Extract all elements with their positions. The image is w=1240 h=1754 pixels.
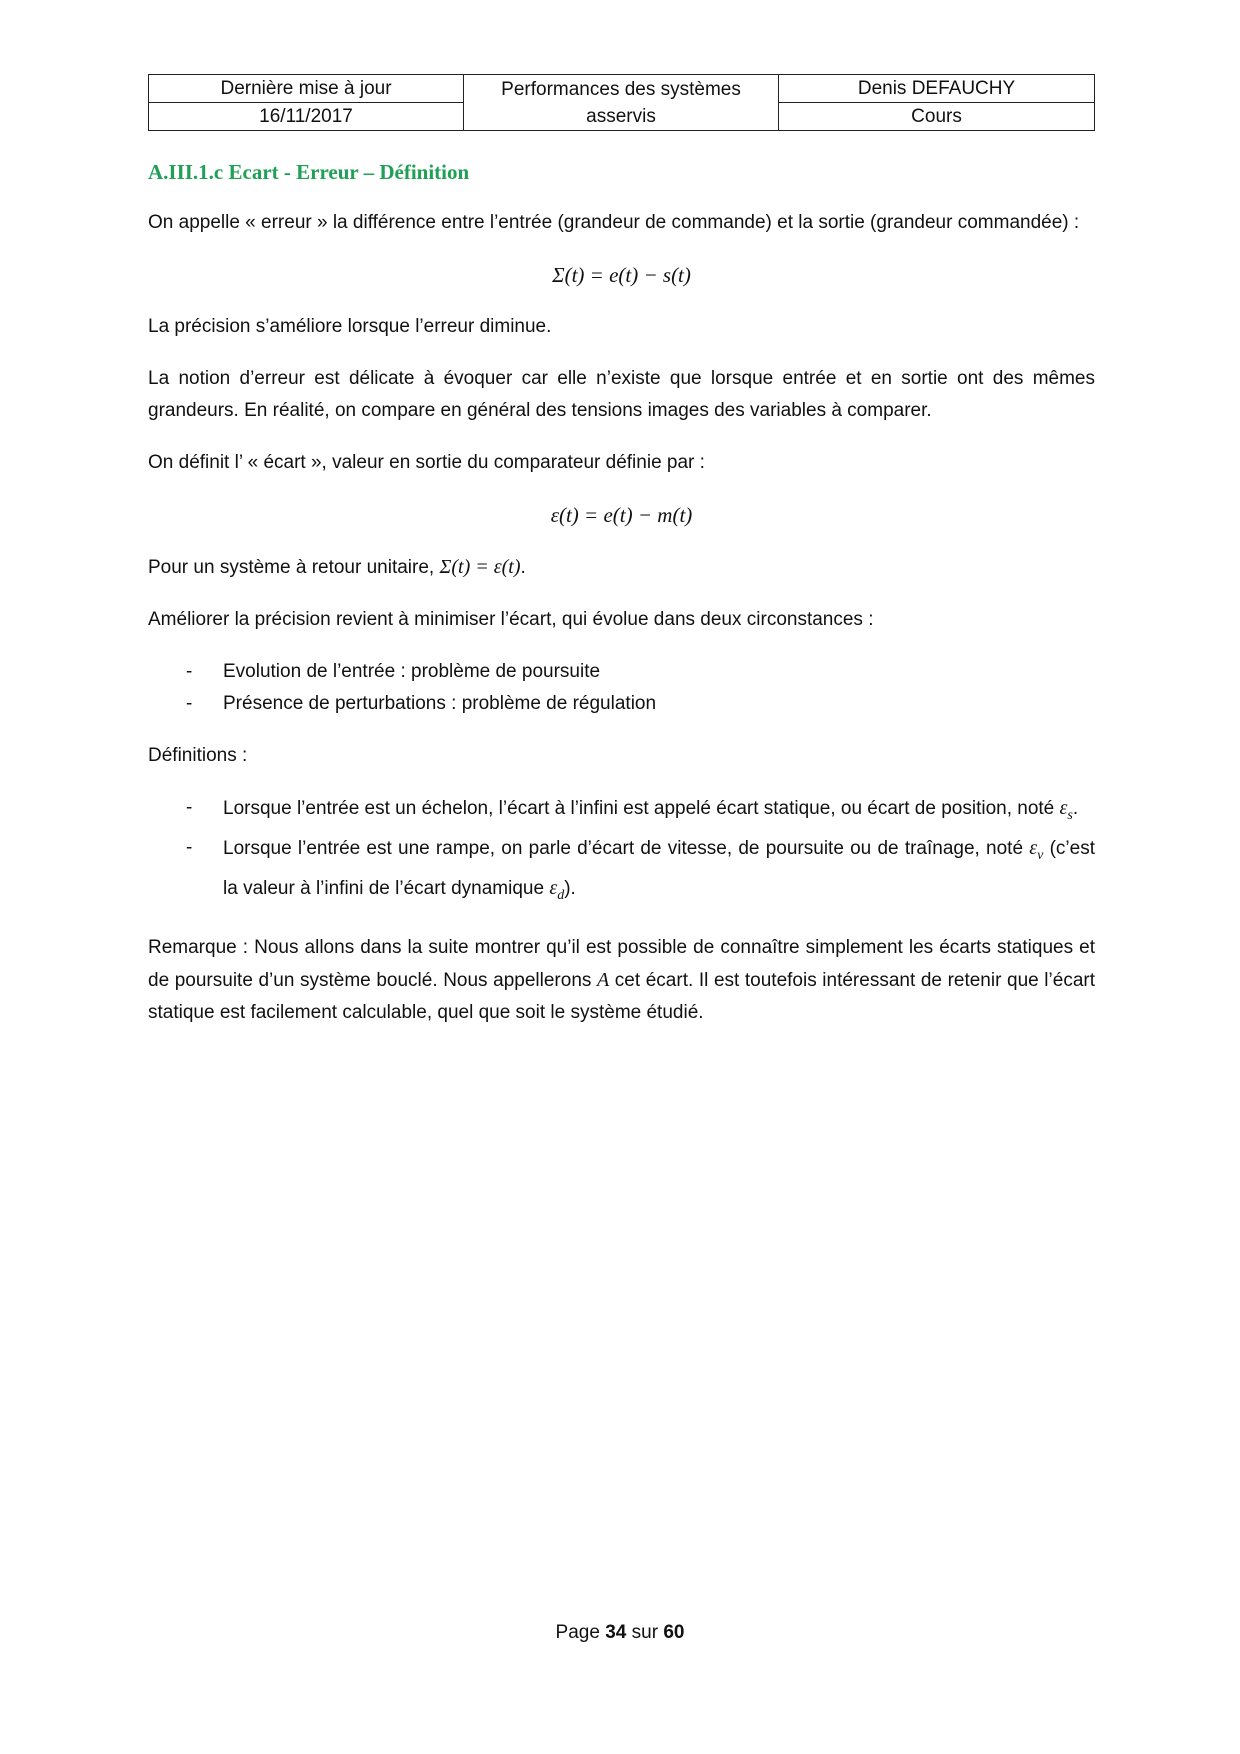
author: Denis DEFAUCHY [779,75,1095,103]
last-update-date: 16/11/2017 [149,103,464,131]
dash-bullet: - [186,797,193,818]
section-title: A.III.1.c Ecart - Erreur – Définition [148,160,470,184]
remark-part2: cet écart. Il est toutefois intéressant de retenir que l’écart statique est facilement calculable, quel que soit le système étudié. [148,970,1095,1023]
remark-math: A [596,969,610,991]
page-word: Page [555,1622,600,1643]
doc-title [464,75,779,131]
epsilon-s-sub: s [1067,808,1073,823]
retour-unitaire-text: Pour un système à retour unitaire, [148,557,440,578]
doc-title-line2: asservis [586,105,656,127]
def1-end: . [1072,798,1079,819]
definition-item [148,792,1095,832]
epsilon-s-main: ε [1059,797,1068,819]
remark-part1: Remarque : Nous allons dans la suite montrer qu’il est possible de connaître simplement les écarts statiques et de poursuite d’un système bouclé. Nous appellerons [148,937,1095,991]
def2-text: Lorsque l’entrée est une rampe, on parle d’écart de vitesse, de poursuite ou de traînage, noté [223,838,1030,859]
page-total: 60 [663,1622,685,1643]
paragraph-erreur: On appelle « erreur » la différence entre l’entrée (grandeur de commande) et la sortie (grandeur commandée) : [148,212,1080,233]
doc-type: Cours [779,103,1095,131]
epsilon-s-symbol [1059,797,1073,823]
epsilon-v-main: ε [1029,837,1038,859]
def2-mid: (c’est la valeur à l’infini de l’écart dynamique [223,838,1095,899]
dash-bullet: - [186,837,193,858]
page-footer [0,1622,1240,1644]
epsilon-d-sub: d [557,888,565,903]
definitions-list [148,792,1095,912]
last-update-label: Dernière mise à jour [149,75,464,103]
epsilon-d-symbol [549,877,565,903]
list-item [148,688,1095,720]
equation-ecart: ε(t) = e(t) − m(t) [550,503,693,527]
def1-text: Lorsque l’entrée est un échelon, l’écart à l’infini est appelé écart statique, ou écart de position, noté [223,798,1060,819]
remark-paragraph [148,932,1095,1029]
equation-erreur: Σ(t) = e(t) − s(t) [552,263,691,287]
paragraph-notion-erreur: La notion d’erreur est délicate à évoquer car elle n’existe que lorsque entrée et en sortie ont des mêmes grandeurs. En réalité, on compare en général des tensions images des variables à comparer. [148,368,1095,421]
list-item [148,656,1095,688]
header-table [148,74,1095,131]
retour-unitaire-math: Σ(t) = ε(t) [439,556,521,578]
retour-unitaire-end: . [520,557,526,578]
paragraph-precision: La précision s’améliore lorsque l’erreur diminue. [148,316,552,337]
page-number: 34 [605,1622,627,1643]
definition-item [148,832,1095,912]
epsilon-v-sub: v [1037,848,1044,863]
paragraph-retour-unitaire [148,551,1095,584]
of-word: sur [631,1622,659,1643]
paragraph-ameliorer: Améliorer la précision revient à minimiser l’écart, qui évolue dans deux circonstances : [148,609,874,630]
epsilon-v-symbol [1029,837,1044,863]
dash-bullet: - [186,661,193,682]
paragraph-ecart: On définit l’ « écart », valeur en sortie du comparateur définie par : [148,452,705,473]
dash-bullet: - [186,693,193,714]
def2-end: ). [564,878,576,899]
definitions-label: Définitions : [148,745,248,766]
doc-title-line1: Performances des systèmes [501,78,741,100]
list-item-text: Présence de perturbations : problème de régulation [223,693,657,714]
circumstances-list [148,656,1095,720]
epsilon-d-main: ε [549,877,558,899]
list-item-text: Evolution de l’entrée : problème de poursuite [223,661,601,682]
page-content [148,160,1095,1049]
